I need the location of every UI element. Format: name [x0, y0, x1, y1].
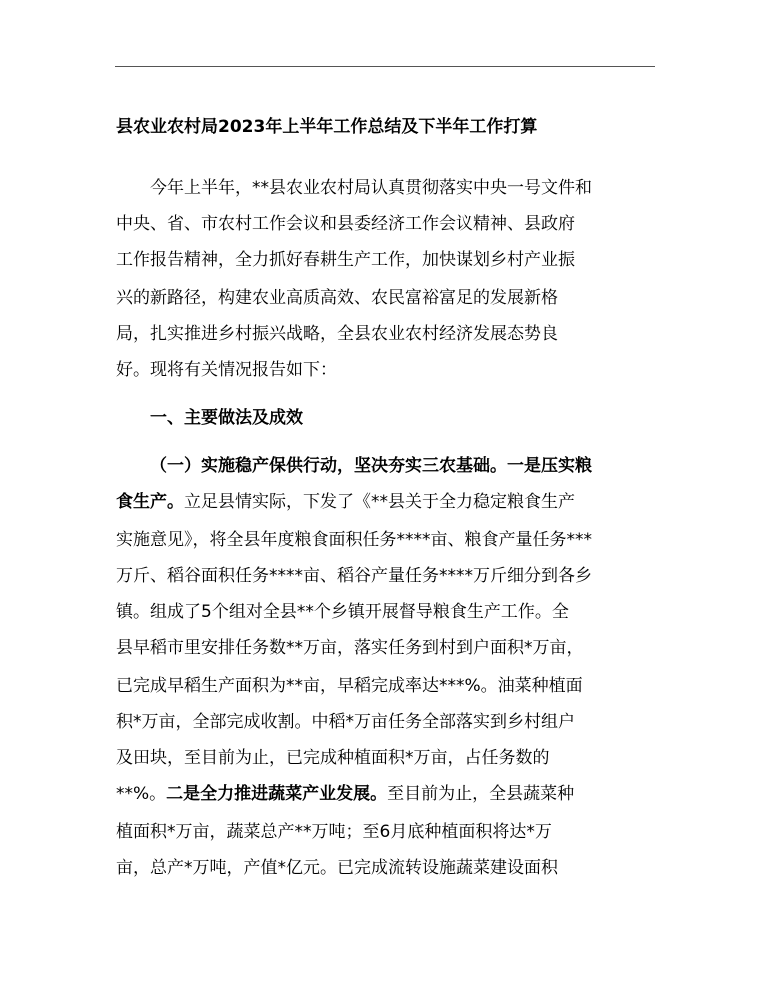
point-1-heading-part1: 一是压实粮: [507, 456, 592, 476]
body-line-4: 县早稻市里安排任务数**万亩，落实任务到村到户面积*万亩，: [116, 638, 584, 658]
body-line-7: 及田块，至目前为止，已完成种植面积*万亩，占任务数的: [116, 748, 550, 768]
header-rule: [115, 66, 655, 67]
body-line-2: 万斤、稻谷面积任务****亩、稻谷产量任务****万斤细分到各乡: [116, 566, 592, 586]
point-2-line: [116, 781, 574, 807]
intro-line-5: 局，扎实推进乡村振兴战略，全县农业农村经济发展态势良: [116, 324, 558, 344]
line-16-end: 至目前为止，全县蔬菜种: [387, 784, 575, 804]
subsection-1-line: [150, 453, 592, 479]
point-1-text: 立足县情实际，下发了《**县关于全力稳定粮食生产: [184, 492, 575, 512]
final-line-2: 亩，总产*万吨，产值*亿元。已完成流转设施蔬菜建设面积: [116, 858, 558, 878]
point-2-heading: 二是全力推进蔬菜产业发展。: [166, 784, 388, 804]
document-title: 县农业农村局2023年上半年工作总结及下半年工作打算: [116, 117, 538, 137]
point-1-line: [116, 489, 575, 515]
intro-line-1: 今年上半年，**县农业农村局认真贯彻落实中央一号文件和: [150, 178, 592, 198]
final-line-1: 植面积*万亩，蔬菜总产**万吨；至6月底种植面积将达*万: [116, 822, 552, 842]
intro-line-2: 中央、省、市农村工作会议和县委经济工作会议精神、县政府: [116, 214, 575, 234]
intro-line-4: 兴的新路径，构建农业高质高效、农民富裕富足的发展新格: [116, 288, 558, 308]
subsection-1-heading: （一）实施稳产保供行动，坚决夯实三农基础。: [150, 456, 507, 476]
body-line-6: 积*万亩，全部完成收割。中稻*万亩任务全部落实到乡村组户: [116, 712, 575, 732]
intro-line-6: 好。现将有关情况报告如下：: [116, 360, 337, 380]
body-line-3: 镇。组成了5个组对全县**个乡镇开展督导粮食生产工作。全: [116, 602, 569, 622]
section-1-heading: 一、主要做法及成效: [150, 408, 303, 428]
line-16-start: **%。: [116, 784, 167, 804]
body-line-5: 已完成早稻生产面积为**亩，早稻完成率达***%。油菜种植面: [116, 676, 583, 696]
body-line-1: 实施意见》，将全县年度粮食面积任务****亩、粮食产量任务***: [116, 530, 592, 550]
point-1-heading-part2: 食生产。: [116, 492, 184, 512]
intro-line-3: 工作报告精神，全力抓好春耕生产工作，加快谋划乡村产业振: [116, 250, 575, 270]
